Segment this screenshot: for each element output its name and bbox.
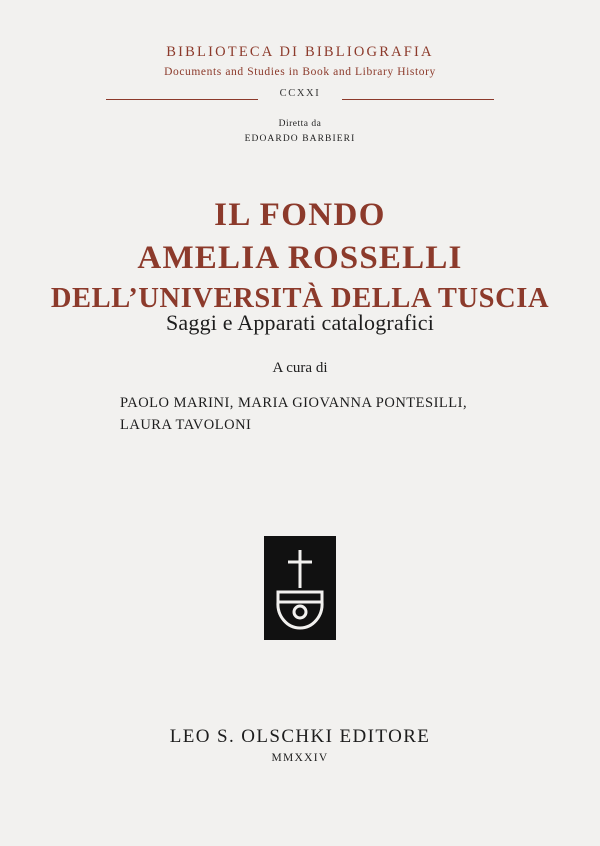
printers-device-icon	[264, 536, 336, 640]
title-line-1: IL FONDO	[214, 197, 386, 233]
series-director	[0, 118, 600, 146]
title-line-3: DELL’UNIVERSITÀ DELLA TUSCIA	[50, 283, 550, 315]
title-line-2: AMELIA ROSSELLI	[137, 239, 463, 276]
publication-year: MMXXIV	[271, 752, 329, 764]
series-director-label: Diretta da	[278, 119, 322, 129]
editors-line-1: PAOLO MARINI, MARIA GIOVANNA PONTESILLI,	[120, 395, 468, 411]
series-title: BIBLIOTECA DI BIBLIOGRAFIA	[166, 44, 434, 60]
series-number: CCXXI	[279, 88, 321, 100]
editors-line-2: LAURA TAVOLONI	[120, 417, 252, 434]
series-header	[0, 44, 600, 99]
edited-by-label: A cura di	[272, 360, 328, 376]
divider-rule-left	[106, 99, 258, 100]
page-subtitle: Saggi e Apparati catalografici	[165, 310, 435, 335]
editors-list	[120, 392, 490, 437]
divider-rule-right	[342, 99, 494, 100]
divider-rule	[0, 99, 600, 100]
publisher-name: LEO S. OLSCHKI EDITORE	[169, 726, 431, 747]
page-title	[0, 196, 600, 316]
series-subtitle: Documents and Studies in Book and Library History	[164, 66, 436, 79]
series-director-name: EDOARDO BARBIERI	[244, 133, 356, 144]
